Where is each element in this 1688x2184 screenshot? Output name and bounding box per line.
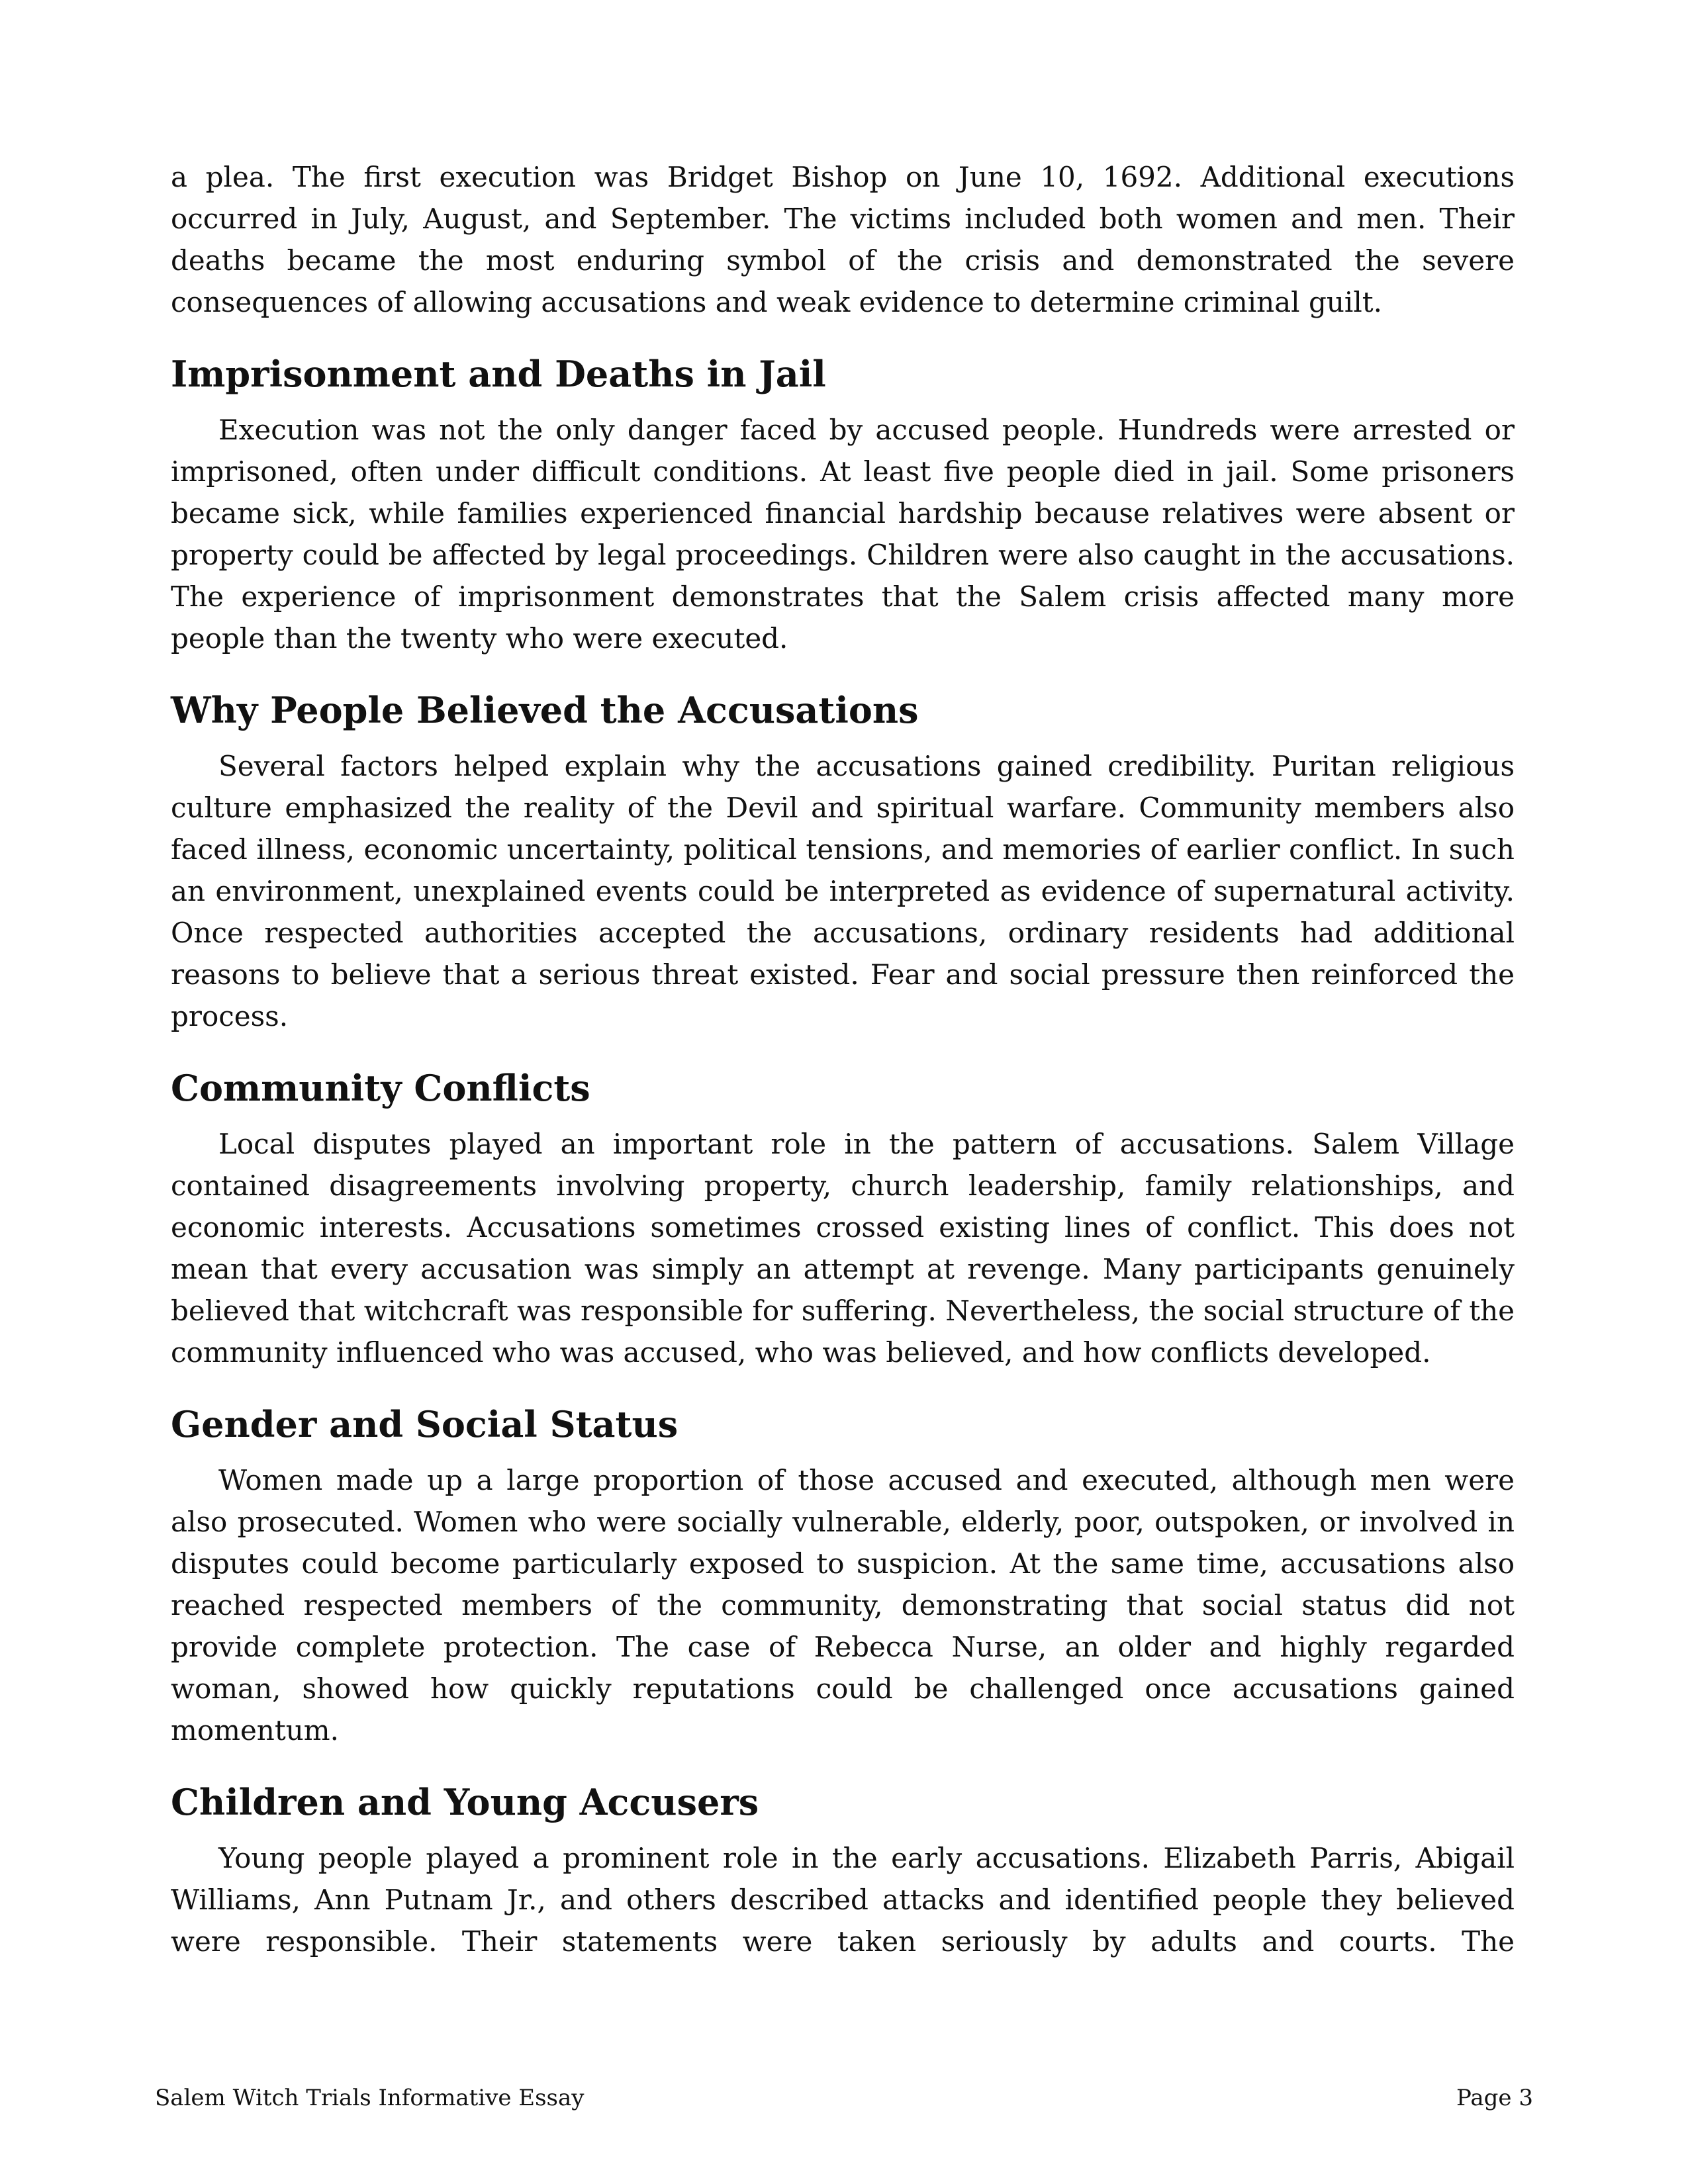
section-body-young-accusers: Young people played a prominent role in the early accusations. Elizabeth Parris, Abigail Williams, Ann Putnam Jr., and others described attacks and identified people they believed were responsible. Their statements were taken seriously by adults and courts. The: [171, 1842, 1515, 1958]
section-body-gender-status: Women made up a large proportion of those accused and executed, although men were also prosecuted. Women who were socially vulnerable, elderly, poor, outspoken, or involved in disputes could become particularly exposed to suspicion. At the same time, accusations also reached respected members of the community, demonstrating that social status did not provide complete protection. The case of Rebecca Nurse, an older and highly regarded woman, showed how quickly reputations could be challenged once accusations gained momentum.: [171, 1464, 1515, 1747]
page-footer: [155, 2085, 1533, 2111]
section-body-community-conflicts: Local disputes played an important role in the pattern of accusations. Salem Village contained disagreements involving property, church leadership, family relationships, and economic interests. Accusations sometimes crossed existing lines of conflict. This does not mean that every accusation was simply an attempt at revenge. Many participants genuinely believed that witchcraft was responsible for suffering. Nevertheless, the social structure of the community influenced who was accused, who was believed, and how conflicts developed.: [171, 1128, 1515, 1369]
section-heading-community-conflicts: Community Conflicts: [171, 1067, 590, 1109]
section-body-imprisonment: Execution was not the only danger faced by accused people. Hundreds were arrested or imprisoned, often under difficult conditions. At least five people died in jail. Some prisoners became sick, while families experienced financial hardship because relatives were absent or property could be affected by legal proceedings. Children were also caught in the accusations. The experience of imprisonment demonstrates that the Salem crisis affected many more people than the twenty who were executed.: [171, 414, 1515, 655]
intro-paragraph: a plea. The first execution was Bridget Bishop on June 10, 1692. Additional executions occurred in July, August, and September. The victims included both women and men. Their deaths became the most enduring symbol of the crisis and demonstrated the severe consequences of allowing accusations and weak evidence to determine criminal guilt.: [171, 161, 1515, 318]
section-heading-gender-status: Gender and Social Status: [171, 1403, 679, 1445]
section-heading-imprisonment: Imprisonment and Deaths in Jail: [171, 353, 826, 395]
section-body-belief: Several factors helped explain why the accusations gained credibility. Puritan religious culture emphasized the reality of the Devil and spiritual warfare. Community members also faced illness, economic uncertainty, political tensions, and memories of earlier conflict. In such an environment, unexplained events could be interpreted as evidence of supernatural activity. Once respected authorities accepted the accusations, ordinary residents had additional reasons to believe that a serious threat existed. Fear and social pressure then reinforced the process.: [171, 750, 1515, 1032]
page-content: [171, 156, 1515, 1962]
footer-title: Salem Witch Trials Informative Essay: [155, 2085, 585, 2111]
section-heading-belief: Why People Believed the Accusations: [171, 689, 919, 731]
section-heading-young-accusers: Children and Young Accusers: [171, 1781, 759, 1823]
footer-page-number: Page 3: [1456, 2085, 1533, 2111]
